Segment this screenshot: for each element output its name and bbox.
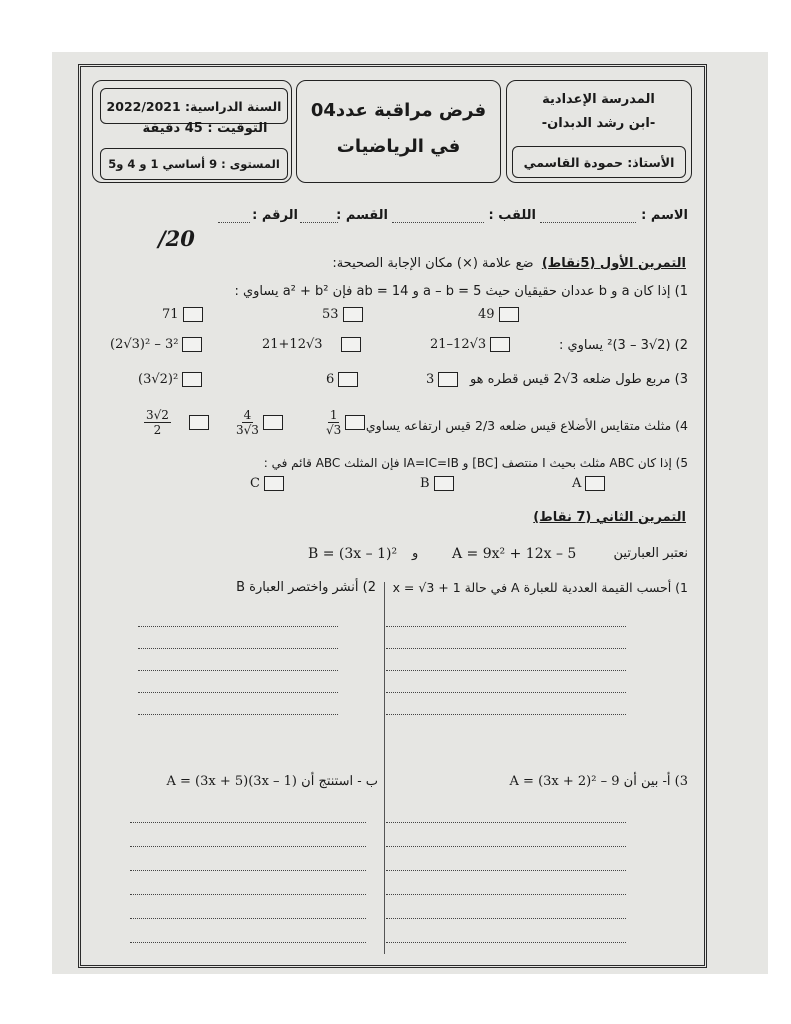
q2-2-text: 2) أنشر واختصر العبارة B — [236, 580, 376, 595]
school-label: المدرسة الإعدادية — [542, 92, 655, 107]
q3-option-1[interactable]: 3 — [426, 372, 458, 387]
ex1-title: التمرين الأول (5نقاط) — [541, 256, 686, 271]
checkbox[interactable] — [345, 415, 365, 430]
q2-3b-text: ب - استنتج أن A = (3x + 5)(3x – 1) — [166, 774, 378, 789]
q2-option-1[interactable]: 21–12√3 — [430, 337, 510, 352]
q2-3a-text: 3) أ- بين أن 9 – A = (3x + 2)² — [509, 774, 688, 789]
answer-line[interactable] — [130, 942, 366, 943]
answer-line[interactable] — [386, 846, 626, 847]
checkbox[interactable] — [585, 476, 605, 491]
checkbox[interactable] — [183, 307, 203, 322]
checkbox[interactable] — [434, 476, 454, 491]
expression-b: B = (3x – 1)² — [308, 546, 398, 562]
q3-text: 3) مربع طول ضلعه 3√2 قيس قطره هو — [469, 372, 688, 387]
q1-text-b: a² + b² يساوي : — [234, 284, 329, 299]
level: المستوى : 9 أساسي 1 و 4 و5 — [100, 148, 288, 180]
first-name-label: الاسم : — [641, 208, 688, 223]
checkbox[interactable] — [338, 372, 358, 387]
school-name: -ابن رشد الدبدان- — [541, 116, 656, 131]
subject-title: في الرياضيات — [336, 136, 461, 157]
answer-line[interactable] — [138, 648, 338, 649]
q3-option-3[interactable]: (3√2)² — [138, 372, 202, 387]
first-name-field[interactable] — [540, 222, 636, 223]
checkbox[interactable] — [182, 337, 202, 352]
q4-option-2[interactable]: $\frac{4}{3√3}$ — [236, 408, 283, 437]
q4-text: 4) مثلث متقايس الأضلاع قيس ضلعه 2/3 قيس ارتفاعه يساوي — [365, 418, 688, 433]
answer-line[interactable] — [386, 626, 626, 627]
q4-option-3[interactable]: $\frac{3√2}{2}$ — [144, 408, 209, 437]
class-field[interactable] — [300, 222, 338, 223]
q2-option-2[interactable]: 21+12√3 — [262, 337, 361, 352]
answer-line[interactable] — [130, 894, 366, 895]
q1-option-2[interactable]: 53 — [322, 307, 363, 322]
q1-text — [226, 284, 688, 299]
checkbox[interactable] — [343, 307, 363, 322]
answer-line[interactable] — [386, 870, 626, 871]
answer-line[interactable] — [386, 648, 626, 649]
answer-line[interactable] — [138, 714, 338, 715]
answer-line[interactable] — [138, 670, 338, 671]
q2-text: 2) (2√3 – 3)² يساوي : — [558, 338, 688, 353]
number-label: الرقم : — [252, 208, 298, 223]
answer-line[interactable] — [130, 870, 366, 871]
number-field[interactable] — [218, 222, 250, 223]
answer-line[interactable] — [386, 692, 626, 693]
answer-line[interactable] — [138, 692, 338, 693]
checkbox[interactable] — [490, 337, 510, 352]
duration: التوقيت : 45 دقيقة — [142, 121, 268, 136]
exam-title: فرض مراقبة عدد04 — [310, 100, 487, 121]
grade-total: /20 — [158, 226, 195, 251]
q2-1-text: 1) أحسب القيمة العددية للعبارة A في حالة x = √3 + 1 — [392, 580, 688, 595]
answer-line[interactable] — [130, 822, 366, 823]
checkbox[interactable] — [499, 307, 519, 322]
answer-line[interactable] — [386, 942, 626, 943]
and-word: و — [412, 546, 419, 561]
answer-line[interactable] — [130, 846, 366, 847]
checkbox[interactable] — [341, 337, 361, 352]
answer-line[interactable] — [386, 714, 626, 715]
ex2-intro: نعتبر العبارتين — [613, 546, 688, 561]
checkbox[interactable] — [189, 415, 209, 430]
checkbox[interactable] — [438, 372, 458, 387]
q5-option-3[interactable]: C — [250, 476, 284, 491]
expression-a: A = 9x² + 12x – 5 — [452, 546, 577, 562]
checkbox[interactable] — [264, 476, 284, 491]
ex1-instruction: ضع علامة (×) مكان الإجابة الصحيحة: — [332, 256, 534, 271]
answer-line[interactable] — [138, 626, 338, 627]
ex1-header — [300, 256, 686, 271]
q1-option-1[interactable]: 49 — [478, 307, 519, 322]
checkbox[interactable] — [263, 415, 283, 430]
answer-line[interactable] — [386, 822, 626, 823]
q2-option-3[interactable]: (2√3)² – 3² — [110, 337, 202, 352]
school-year: السنة الدراسية: 2022/2021 — [100, 88, 288, 124]
last-name-field[interactable] — [392, 222, 484, 223]
q1-text-a: 1) إذا كان a و b عددان حقيقيان حيث a – b = 5 و ab = 14 فإن — [332, 284, 688, 299]
last-name-label: اللقب : — [488, 208, 536, 223]
q3-option-2[interactable]: 6 — [326, 372, 358, 387]
class-label: القسم : — [336, 208, 388, 223]
answer-line[interactable] — [386, 894, 626, 895]
teacher-name: الأستاذ: حمودة القاسمي — [512, 146, 686, 178]
q5-text: 5) إذا كان ABC مثلث بحيث I منتصف [BC] و IA=IC=IB فإن المثلث ABC قائم في : — [263, 456, 688, 470]
answer-line[interactable] — [386, 918, 626, 919]
column-divider — [384, 582, 385, 954]
q5-option-1[interactable]: A — [572, 476, 605, 491]
ex2-title: التمرين الثاني (7 نقاط) — [533, 510, 686, 525]
answer-line[interactable] — [386, 670, 626, 671]
q5-option-2[interactable]: B — [420, 476, 454, 491]
header-title-panel — [296, 80, 501, 183]
q4-option-1[interactable]: $\frac{1}{√3}$ — [326, 408, 365, 437]
checkbox[interactable] — [182, 372, 202, 387]
answer-line[interactable] — [130, 918, 366, 919]
q1-option-3[interactable]: 71 — [162, 307, 203, 322]
